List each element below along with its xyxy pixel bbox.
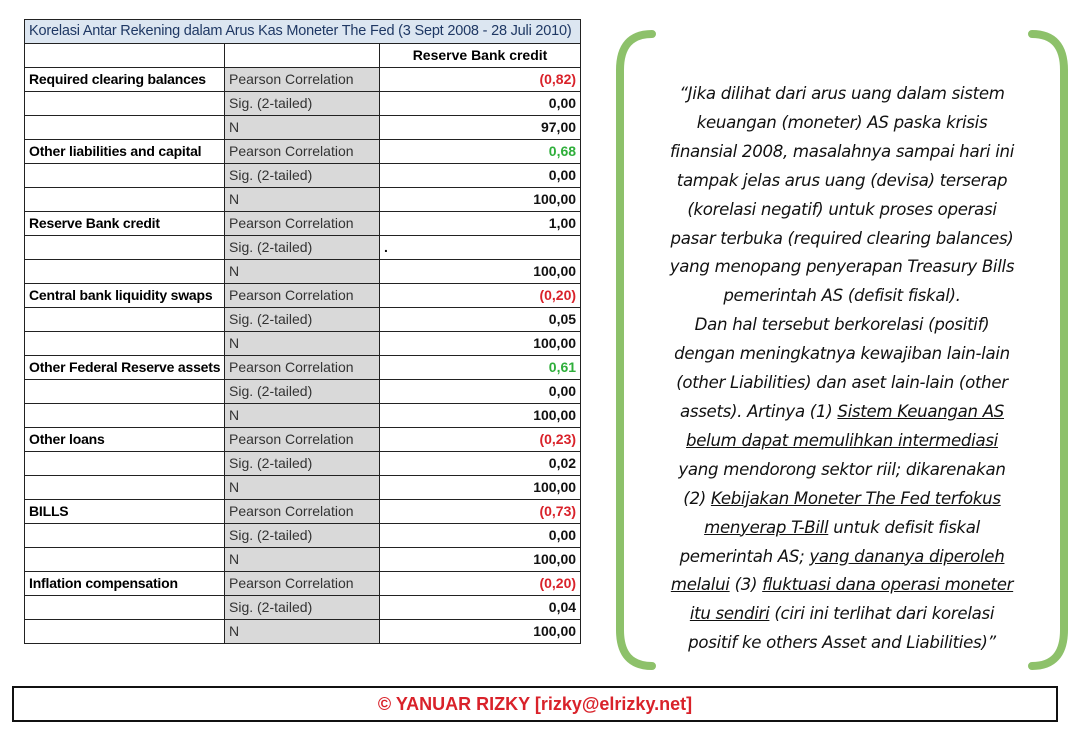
quote-underlined-segment: Sistem Keuangan AS (837, 401, 1005, 421)
stat-label: N (225, 260, 380, 284)
stat-label: N (225, 620, 380, 644)
stat-label: Sig. (2-tailed) (225, 236, 380, 260)
sig-value: 0,04 (380, 596, 581, 620)
n-value: 97,00 (380, 116, 581, 140)
variable-name: BILLS (25, 500, 225, 524)
quote-line (630, 109, 1054, 138)
quote-underlined-segment: melalui (670, 575, 730, 595)
quote-segment: yang menopang penyerapan Treasury Bills (669, 257, 1015, 277)
sig-value: 0,00 (380, 524, 581, 548)
empty-cell (25, 548, 225, 572)
quote-line (630, 600, 1054, 629)
sig-value: 0,00 (380, 380, 581, 404)
empty-cell (25, 596, 225, 620)
empty-cell (25, 332, 225, 356)
stat-label: Sig. (2-tailed) (225, 164, 380, 188)
quote-line (630, 514, 1054, 543)
stat-label: Pearson Correlation (225, 284, 380, 308)
empty-cell (25, 524, 225, 548)
quote-underlined-segment: Kebijakan Moneter The Fed terfokus (710, 488, 1001, 508)
quote-segment: (2) (683, 488, 711, 508)
pearson-value: (0,73) (380, 500, 581, 524)
quote-line (630, 167, 1054, 196)
copyright-footer (12, 686, 1058, 722)
stat-label: Pearson Correlation (225, 356, 380, 380)
quote-line (630, 571, 1054, 600)
empty-cell (25, 260, 225, 284)
quote-segment: tampak jelas arus uang (devisa) terserap (676, 170, 1008, 190)
quote-line (630, 253, 1054, 282)
quote-segment: positif ke others Asset and Liabilities)” (688, 633, 996, 653)
quote-line (630, 311, 1054, 340)
pearson-value: (0,20) (380, 284, 581, 308)
stat-label: Pearson Correlation (225, 140, 380, 164)
table-title-row (25, 20, 581, 44)
quote-line (630, 196, 1054, 225)
table-row (25, 428, 581, 452)
empty-cell (25, 236, 225, 260)
quote-segment: (3) (729, 575, 763, 595)
table-row (25, 380, 581, 404)
empty-cell (25, 380, 225, 404)
quote-underlined-segment: belum dapat memulihkan intermediasi (686, 430, 998, 450)
table-row (25, 404, 581, 428)
stat-label: N (225, 476, 380, 500)
stat-label: Sig. (2-tailed) (225, 308, 380, 332)
table-row (25, 188, 581, 212)
variable-name: Required clearing balances (25, 68, 225, 92)
sig-value: . (380, 236, 581, 260)
table-row (25, 116, 581, 140)
quote-segment: finansial 2008, masalahnya sampai hari ini (669, 141, 1015, 161)
variable-name: Other Federal Reserve assets (25, 356, 225, 380)
table-row (25, 572, 581, 596)
pearson-value: 1,00 (380, 212, 581, 236)
quote-underlined-segment: itu sendiri (689, 604, 770, 624)
table-row (25, 452, 581, 476)
n-value: 100,00 (380, 404, 581, 428)
n-value: 100,00 (380, 260, 581, 284)
pearson-value: 0,68 (380, 140, 581, 164)
quote-segment: “Jika dilihat dari arus uang dalam sistem (679, 84, 1005, 103)
quote-underlined-segment: fluktuasi dana operasi moneter (762, 575, 1014, 595)
quote-segment: (korelasi negatif) untuk proses operasi (687, 199, 997, 219)
empty-cell (25, 116, 225, 140)
stat-label: Sig. (2-tailed) (225, 452, 380, 476)
variable-name: Other loans (25, 428, 225, 452)
empty-cell (25, 308, 225, 332)
stat-label: N (225, 332, 380, 356)
quote-line (630, 427, 1054, 456)
table-row (25, 332, 581, 356)
pearson-value: (0,20) (380, 572, 581, 596)
variable-name: Inflation compensation (25, 572, 225, 596)
table-row (25, 212, 581, 236)
table-row (25, 68, 581, 92)
quote-line (630, 543, 1054, 572)
empty-cell (25, 164, 225, 188)
quote-segment: (other Liabilities) dan aset lain-lain (other (676, 373, 1008, 393)
table-row (25, 524, 581, 548)
quote-line (630, 369, 1054, 398)
empty-cell (25, 476, 225, 500)
quote-segment: dengan meningkatnya kewajiban lain-lain (674, 344, 1010, 364)
quote-underlined-segment: menyerap T-Bill (704, 517, 829, 537)
quote-box (612, 30, 1072, 670)
quote-underlined-segment: yang dananya diperoleh (809, 546, 1005, 566)
table-row (25, 356, 581, 380)
pearson-value: 0,61 (380, 356, 581, 380)
stat-label: N (225, 116, 380, 140)
stat-label: Pearson Correlation (225, 500, 380, 524)
quote-segment: pemerintah AS (defisit fiskal). (723, 286, 961, 306)
quote-text (630, 80, 1054, 658)
table-row (25, 92, 581, 116)
stat-label: Sig. (2-tailed) (225, 596, 380, 620)
variable-name: Other liabilities and capital (25, 140, 225, 164)
quote-segment: keuangan (moneter) AS paska krisis (696, 112, 988, 132)
quote-line (630, 340, 1054, 369)
table-row (25, 500, 581, 524)
table-row (25, 284, 581, 308)
sig-value: 0,05 (380, 308, 581, 332)
empty-cell (25, 452, 225, 476)
stat-label: N (225, 188, 380, 212)
n-value: 100,00 (380, 332, 581, 356)
empty-cell (25, 620, 225, 644)
table-row (25, 620, 581, 644)
quote-line (630, 225, 1054, 254)
n-value: 100,00 (380, 548, 581, 572)
table-row (25, 596, 581, 620)
sig-value: 0,02 (380, 452, 581, 476)
quote-line (630, 282, 1054, 311)
quote-segment: pemerintah AS; (679, 546, 810, 566)
pearson-value: (0,23) (380, 428, 581, 452)
pearson-value: (0,82) (380, 68, 581, 92)
copyright-text: © YANUAR RIZKY [rizky@elrizky.net] (377, 693, 693, 714)
quote-segment: assets). Artinya (1) (679, 401, 838, 421)
empty-cell (25, 92, 225, 116)
quote-segment: yang mendorong sektor riil; dikarenakan (678, 459, 1006, 479)
quote-line (630, 629, 1054, 658)
n-value: 100,00 (380, 476, 581, 500)
variable-name: Reserve Bank credit (25, 212, 225, 236)
quote-segment: untuk defisit fiskal (828, 517, 980, 537)
quote-segment: (ciri ini terlihat dari korelasi (769, 604, 995, 624)
quote-segment: Dan hal tersebut berkorelasi (positif) (694, 315, 990, 335)
table-row (25, 140, 581, 164)
stat-label: N (225, 404, 380, 428)
table-row (25, 476, 581, 500)
stat-label: Pearson Correlation (225, 68, 380, 92)
table-row (25, 164, 581, 188)
table-row (25, 236, 581, 260)
table-row (25, 260, 581, 284)
quote-line (630, 138, 1054, 167)
table-row (25, 308, 581, 332)
stat-label: Sig. (2-tailed) (225, 524, 380, 548)
sig-value: 0,00 (380, 164, 581, 188)
quote-line (630, 80, 1054, 109)
stat-label: Pearson Correlation (225, 572, 380, 596)
stat-label: Sig. (2-tailed) (225, 380, 380, 404)
n-value: 100,00 (380, 188, 581, 212)
sig-value: 0,00 (380, 92, 581, 116)
quote-line (630, 398, 1054, 427)
stat-label: Sig. (2-tailed) (225, 92, 380, 116)
quote-segment: pasar terbuka (required clearing balances) (670, 228, 1014, 248)
table-header-row (25, 44, 581, 68)
table-row (25, 548, 581, 572)
column-header: Reserve Bank credit (380, 44, 581, 68)
quote-line (630, 456, 1054, 485)
empty-cell (25, 404, 225, 428)
correlation-table (24, 19, 581, 644)
n-value: 100,00 (380, 620, 581, 644)
stat-label: N (225, 548, 380, 572)
variable-name: Central bank liquidity swaps (25, 284, 225, 308)
stat-label: Pearson Correlation (225, 428, 380, 452)
empty-cell (25, 188, 225, 212)
quote-line (630, 485, 1054, 514)
table-title: Korelasi Antar Rekening dalam Arus Kas Moneter The Fed (3 Sept 2008 - 28 Juli 2010) (25, 20, 581, 44)
stat-label: Pearson Correlation (225, 212, 380, 236)
